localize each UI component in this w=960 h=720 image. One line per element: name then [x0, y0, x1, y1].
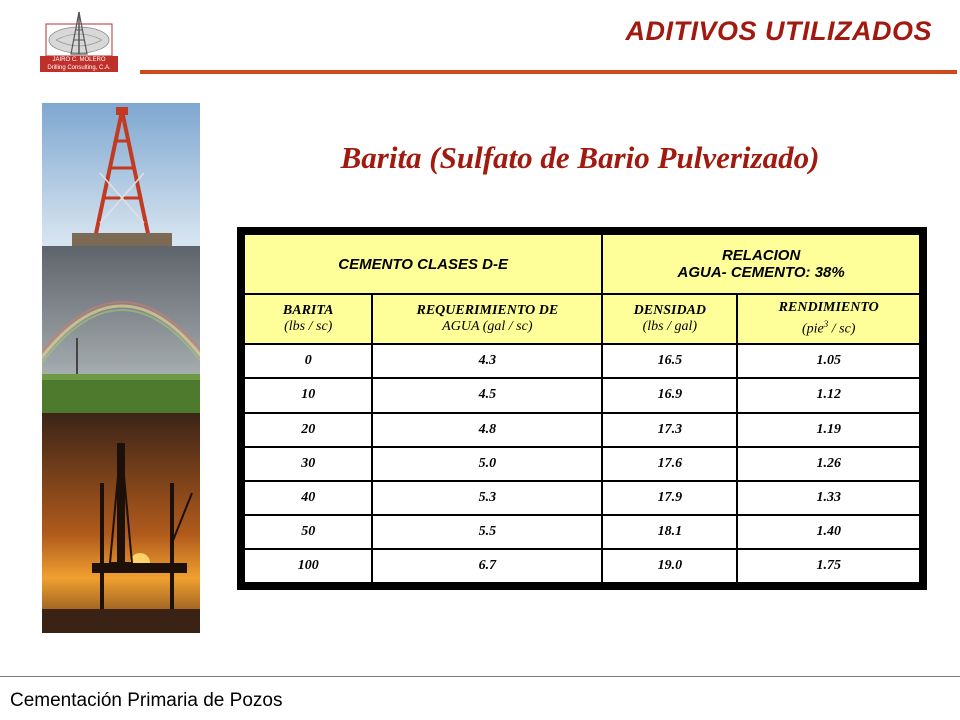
column-header-density-label: DENSIDAD — [633, 303, 707, 319]
column-header-water-unit: AGUA (gal / sc) — [442, 319, 533, 335]
cell-yield: 1.40 — [737, 515, 920, 549]
column-header-barita-label: BARITA — [282, 303, 334, 319]
group-header-water-ratio — [602, 234, 920, 294]
cell-water: 6.7 — [372, 549, 602, 583]
column-header-yield-label: RENDIMIENTO — [778, 300, 879, 316]
logo-text-line1: JAIRO C. MOLERO — [52, 57, 106, 63]
column-header-water-label: REQUERIMIENTO DE — [416, 303, 559, 319]
cell-water: 4.8 — [372, 413, 602, 447]
yield-unit-pre: (pie — [801, 322, 824, 338]
table-row — [244, 549, 920, 583]
cell-barita: 40 — [244, 481, 372, 515]
cell-barita: 50 — [244, 515, 372, 549]
cell-water: 5.0 — [372, 447, 602, 481]
cell-barita: 100 — [244, 549, 372, 583]
group-header-ratio-line1: RELACION — [721, 247, 801, 265]
table-row — [244, 344, 920, 378]
table-row — [244, 515, 920, 549]
cell-water: 5.3 — [372, 481, 602, 515]
cell-density: 18.1 — [602, 515, 737, 549]
cell-barita: 20 — [244, 413, 372, 447]
cell-yield: 1.19 — [737, 413, 920, 447]
slide-title: Barita (Sulfato de Bario Pulverizado) — [340, 140, 820, 175]
barita-table — [237, 227, 927, 590]
group-header-cement-class — [244, 234, 602, 294]
table-row — [244, 413, 920, 447]
group-header-ratio-line2: AGUA- CEMENTO: 38% — [677, 264, 845, 282]
cell-water: 5.5 — [372, 515, 602, 549]
cell-density: 16.5 — [602, 344, 737, 378]
table-row — [244, 481, 920, 515]
table-row — [244, 447, 920, 481]
header-divider — [140, 70, 957, 74]
table-row — [244, 378, 920, 412]
cell-barita: 10 — [244, 378, 372, 412]
yield-unit-sup: 3 — [823, 319, 829, 330]
yield-unit-post: / sc) — [828, 322, 856, 338]
column-header-density-unit: (lbs / gal) — [642, 319, 698, 335]
header-title: ADITIVOS UTILIZADOS — [625, 16, 932, 46]
photo-strip — [42, 103, 200, 633]
cell-yield: 1.75 — [737, 549, 920, 583]
column-header-barita — [244, 294, 372, 344]
cell-barita: 30 — [244, 447, 372, 481]
column-header-water-requirement — [372, 294, 602, 344]
cell-density: 17.3 — [602, 413, 737, 447]
cell-yield: 1.33 — [737, 481, 920, 515]
cell-density: 17.6 — [602, 447, 737, 481]
cell-barita: 0 — [244, 344, 372, 378]
column-header-yield — [737, 294, 920, 344]
cell-yield: 1.26 — [737, 447, 920, 481]
logo-text-line2: Drilling Consulting, C.A. — [47, 65, 111, 71]
rainbow-field-photo — [42, 246, 200, 413]
column-header-density — [602, 294, 737, 344]
cell-yield: 1.05 — [737, 344, 920, 378]
cell-density: 19.0 — [602, 549, 737, 583]
drilling-rig-photo — [42, 103, 200, 246]
cell-density: 17.9 — [602, 481, 737, 515]
column-header-yield-unit — [738, 316, 919, 338]
footer-text: Cementación Primaria de Pozos — [10, 690, 283, 711]
cell-density: 16.9 — [602, 378, 737, 412]
offshore-platform-photo — [42, 413, 200, 633]
cell-yield: 1.12 — [737, 378, 920, 412]
column-header-barita-unit: (lbs / sc) — [284, 319, 333, 335]
cell-water: 4.3 — [372, 344, 602, 378]
cell-water: 4.5 — [372, 378, 602, 412]
footer-divider — [0, 676, 960, 677]
company-logo — [36, 10, 122, 74]
group-header-cement-class-text: CEMENTO CLASES D-E — [338, 255, 508, 273]
